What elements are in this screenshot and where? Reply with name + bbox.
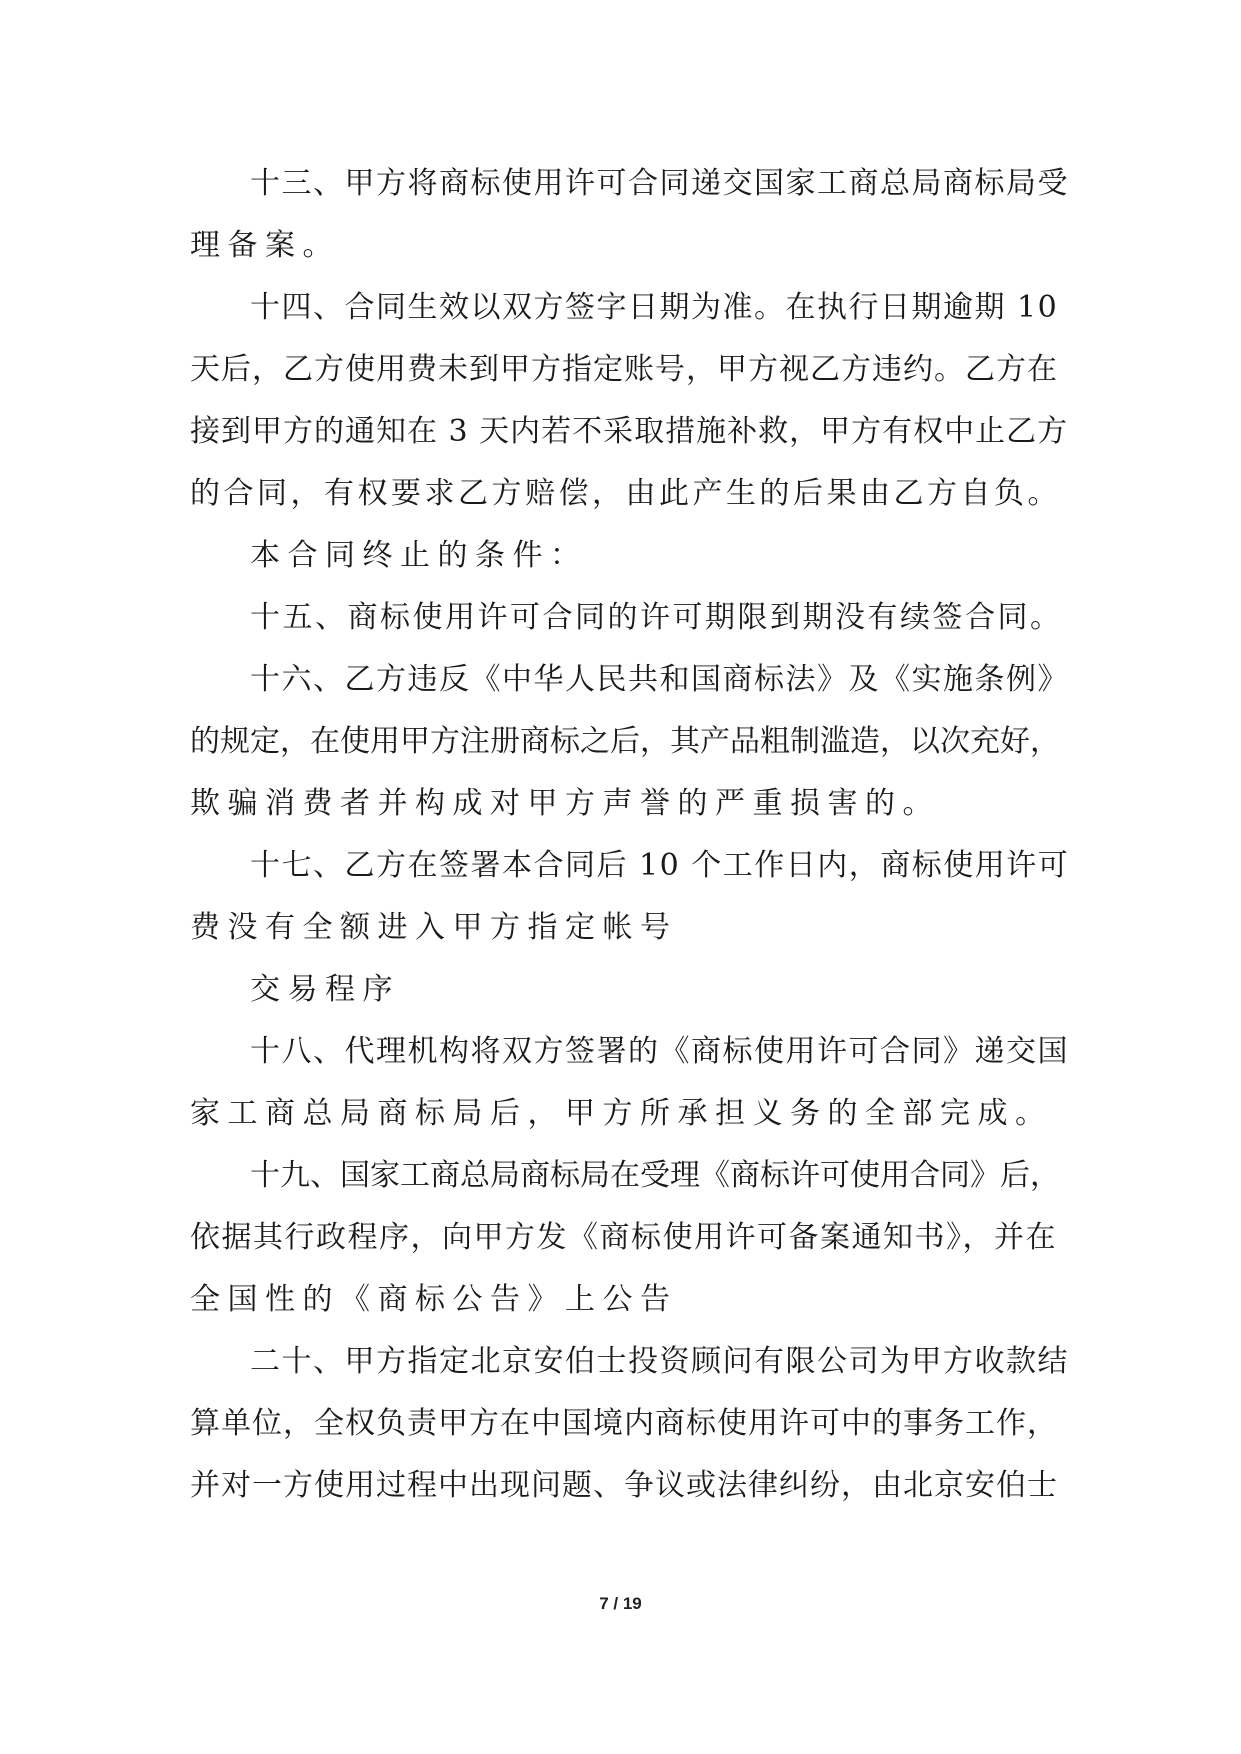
transaction-procedure-heading: 交易程序 [250,972,400,1007]
clause-17-line-2: 费没有全额进入甲方指定帐号 [190,910,678,945]
clause-13-line-1: 十三、甲方将商标使用许可合同递交国家工商总局商标局受 [250,166,1069,201]
clause-14-line-4: 的合同，有权要求乙方赔偿，由此产生的后果由乙方自负。 [190,476,1061,511]
clause-20-line-1: 二十、甲方指定北京安伯士投资顾问有限公司为甲方收款结 [250,1344,1069,1379]
page-number: 7 / 19 [599,1594,642,1613]
clause-18-line-1: 十八、代理机构将双方签署的《商标使用许可合同》递交国 [250,1034,1069,1069]
clause-13-line-2: 理备案。 [190,228,340,263]
clause-16-line-3: 欺骗消费者并构成对甲方声誉的严重损害的。 [190,786,940,821]
clause-16-line-1: 十六、乙方违反《中华人民共和国商标法》及《实施条例》 [250,662,1069,697]
clause-14-line-1: 十四、合同生效以双方签字日期为准。在执行日期逾期 10 [250,290,1059,325]
clause-19-line-3: 全国性的《商标公告》上公告 [190,1282,678,1317]
clause-14-line-2: 天后，乙方使用费未到甲方指定账号，甲方视乙方违约。乙方在 [190,352,1058,387]
clause-20-line-2: 算单位，全权负责甲方在中国境内商标使用许可中的事务工作， [190,1406,1058,1441]
clause-19-line-2: 依据其行政程序，向甲方发《商标使用许可备案通知书》，并在 [190,1220,1057,1255]
clause-19-line-1: 十九、国家工商总局商标局在受理《商标许可使用合同》后， [250,1158,1060,1193]
clause-16-line-2: 的规定，在使用甲方注册商标之后，其产品粗制滥造，以次充好， [190,724,1060,759]
clause-14-line-3: 接到甲方的通知在 3 天内若不采取措施补救，甲方有权中止乙方 [190,414,1069,449]
clause-20-line-3: 并对一方使用过程中出现问题、争议或法律纠纷，由北京安伯士 [190,1468,1058,1503]
clause-17-line-1: 十七、乙方在签署本合同后 10 个工作日内，商标使用许可 [250,848,1070,883]
clause-15-line-1: 十五、商标使用许可合同的许可期限到期没有续签合同。 [250,600,1063,635]
clause-18-line-2: 家工商总局商标局后，甲方所承担义务的全部完成。 [190,1096,1053,1131]
termination-conditions-heading: 本合同终止的条件： [250,538,588,573]
